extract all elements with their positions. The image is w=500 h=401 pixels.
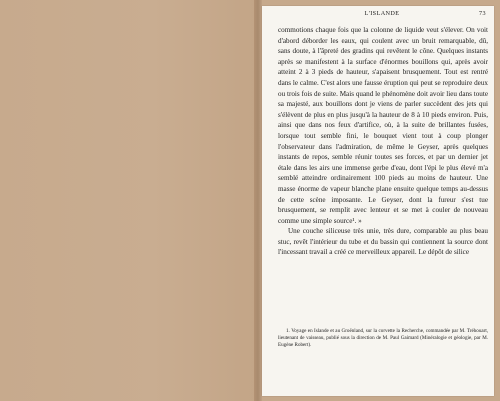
paragraph-1: commotions chaque fois que la colonne de liquide veut s'élever. On voit d'abord déborder les eaux, qui coulent avec un bruit remarquable, dû, sans doute, à l'âpreté des gradins qui revêtent le cône. Quelques instants après se manifestent à la surface d'énormes bouillons qui, après avoir atteint 2 à 3 pieds de hauteur, s'apaisent brusquement. Tout est rentré dans le calme. C'est alors une fausse éruption qui peut se reproduire deux ou trois fois de suite. Mais quand le phénomène doit avoir lieu dans toute sa majesté, aux bouillons dont je viens de parler succèdent des jets qui s'élèvent de plus en plus jusqu'à la hauteur de 8 à 10 pieds environ. Puis, ainsi que dans nos feux d'artifice, où, à la suite de brillantes fusées, lorsque tout semble fini, le bouquet vient tout à coup plonger l'observateur dans l'admiration, de même le Geyser, après quelques instants de repos, semble réunir toutes ses forces, et par un dernier jet étale dans les airs une immense gerbe d'eau, dont l'épi le plus élevé m'a semblé atteindre ordinairement 100 pieds au moins de hauteur. Une masse énorme de vapeur blanche plane ensuite quelque temps au-dessus de cette scène imposante. Le Geyser, dont la fureur s'est tue brusquement, se remplit avec lenteur et se met à couler de nouveau comme une simple source¹. » bbox=[278, 26, 488, 225]
footnote-number: 1. bbox=[286, 328, 290, 334]
paragraph-2: Une couche siliceuse très unie, très dure, comparable au plus beau stuc, revêt l'intérieur du tube et du bassin qui contiennent la source dont l'incessant travail a créé ce merveilleux appareil. Le dépôt de silice bbox=[278, 227, 488, 257]
book-gutter bbox=[254, 0, 262, 401]
footnote-text: Voyage en Islande et au Groënland, sur la corvette la Recherche, commandée par M. Tréhouart, lieutenant de vaisseau, publié sous la direction de M. Paul Gaimard (Minéralogie et géologie, par M. Eugène Robert). bbox=[278, 328, 489, 348]
book-page bbox=[262, 6, 494, 396]
running-title: L'ISLANDE bbox=[364, 10, 400, 17]
page-number: 73 bbox=[479, 10, 486, 17]
body-text bbox=[278, 25, 488, 258]
footnote bbox=[278, 328, 488, 349]
page-header bbox=[278, 10, 486, 20]
